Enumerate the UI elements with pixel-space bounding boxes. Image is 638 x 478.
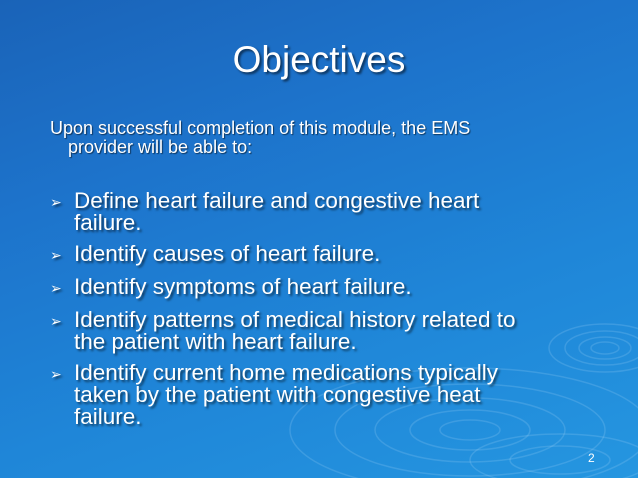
objective-item — [50, 309, 590, 353]
objectives-list — [50, 190, 590, 437]
objective-line: failure. — [74, 210, 142, 235]
objective-text — [74, 362, 498, 428]
objective-line: the patient with heart failure. — [74, 329, 357, 354]
arrow-bullet-icon: ➢ — [50, 313, 62, 329]
arrow-bullet-icon: ➢ — [50, 194, 62, 210]
intro-line: provider will be able to: — [68, 137, 253, 157]
objective-text — [74, 190, 479, 234]
objective-item — [50, 190, 590, 234]
intro-line: Upon successful completion of this module, the EMS — [50, 118, 471, 138]
objective-line: failure. — [74, 404, 142, 429]
objective-text — [74, 243, 380, 267]
objective-item — [50, 362, 590, 428]
objective-item — [50, 243, 590, 267]
arrow-bullet-icon: ➢ — [50, 280, 62, 296]
objective-text — [74, 309, 515, 353]
slide-number: 2 — [588, 451, 595, 465]
objective-text — [74, 276, 412, 300]
objective-line: Identify patterns of medical history related to — [74, 307, 516, 332]
objective-line: Identify symptoms of heart failure. — [74, 274, 412, 299]
arrow-bullet-icon: ➢ — [50, 366, 62, 382]
objective-line: Identify causes of heart failure. — [74, 241, 381, 266]
objective-item — [50, 276, 590, 300]
intro-text — [50, 119, 570, 157]
objective-line: Identify current home medications typically — [74, 360, 498, 385]
arrow-bullet-icon: ➢ — [50, 247, 62, 263]
objective-line: taken by the patient with congestive heat — [74, 382, 481, 407]
slide-title: Objectives — [232, 39, 406, 80]
objective-line: Define heart failure and congestive heart — [74, 188, 480, 213]
